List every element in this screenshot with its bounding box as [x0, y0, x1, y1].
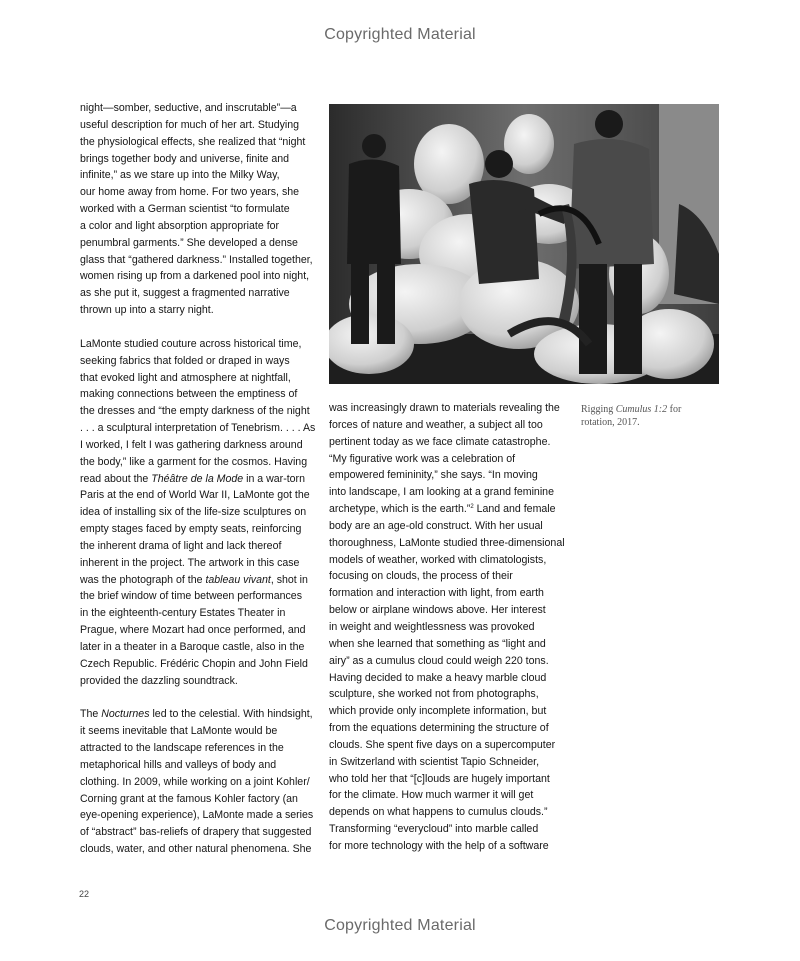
text-line: into landscape, I am looking at a grand feminine — [329, 486, 554, 499]
text-line: brings together body and universe, finite and — [80, 152, 290, 165]
text-line: our home away from home. For two years, she — [80, 186, 300, 199]
text-line: Paris at the end of World War II, LaMonte got the — [80, 489, 310, 502]
text-line: making connections between the emptiness of — [80, 388, 298, 401]
text-line: worked with a German scientist “to formulate — [80, 203, 290, 216]
text-line: the body,” like a garment for the cosmos. Having — [80, 455, 308, 468]
text-line: clouds, water, and other natural phenomena. She — [80, 843, 312, 856]
caption-text: Rigging — [581, 404, 616, 415]
text-line: the dresses and “the empty darkness of the night — [80, 405, 310, 418]
text-line: formation and interaction with light, from earth — [329, 587, 544, 600]
text-line: that evoked light and atmosphere at nightfall, — [80, 371, 291, 384]
text-line: LaMonte studied couture across historical time, — [80, 337, 302, 350]
text-line: empty stages faced by empty seats, reinforcing — [80, 523, 302, 536]
text-line: in the eighteenth-century Estates Theater in — [80, 607, 286, 620]
text-line: infinite,” as we stare up into the Milky Way, — [80, 169, 280, 182]
text-line: Prague, where Mozart had once performed, and — [80, 624, 306, 637]
text-line: in weight and weightlessness was provoked — [329, 620, 535, 633]
caption-line-2: rotation, 2017. — [581, 417, 640, 428]
text-line: eye-opening experience), LaMonte made a series — [80, 809, 314, 822]
text-line: the brief window of time between performances — [80, 590, 302, 603]
text-line: clouds. She spent five days on a supercomputer — [329, 738, 556, 751]
text-line: which provide only incomplete information, but — [329, 705, 547, 718]
text-line: sculpture, she worked not from photographs, — [329, 688, 539, 701]
text-line: for more technology with the help of a software — [329, 839, 549, 852]
copyright-watermark-top: Copyrighted Material — [324, 26, 476, 43]
text-line: Corning grant at the famous Kohler factory (an — [80, 792, 298, 805]
text-line: “My figurative work was a celebration of — [329, 452, 516, 465]
text-line: when she learned that something as “light and — [329, 637, 546, 650]
text-line: the physiological effects, she realized that “night — [80, 135, 306, 148]
text-line: it seems inevitable that LaMonte would be — [80, 725, 278, 738]
text-line: pertinent today as we face climate catastrophe. — [329, 435, 551, 448]
text-line: clothing. In 2009, while working on a joint Kohler/ — [80, 775, 310, 788]
middle-text-column — [329, 400, 565, 855]
text-line: night—somber, seductive, and inscrutable”—a — [80, 102, 297, 114]
text-line: read about the Théâtre de la Mode in a war-torn — [80, 472, 305, 485]
text-line: Having decided to make a heavy marble cloud — [329, 671, 547, 684]
text-line: women rising up from a darkened pool into night, — [80, 270, 310, 283]
text-line: attracted to the landscape references in the — [80, 742, 284, 755]
text-line: seeking fabrics that folded or draped in ways — [80, 354, 290, 367]
paragraph-break — [80, 690, 312, 707]
text-line: depends on what happens to cumulus clouds.” — [329, 806, 548, 819]
text-line: Czech Republic. Frédéric Chopin and John Field — [80, 657, 308, 670]
copyright-watermark-bottom: Copyrighted Material — [324, 917, 476, 934]
text-line: models of weather, worked with climatologists, — [329, 553, 547, 566]
text-line: empowered femininity,” she says. “In moving — [329, 469, 538, 482]
text-line: idea of installing six of the life-size sculptures on — [80, 506, 307, 519]
text-line: body are an age-old construct. With her usual — [329, 519, 543, 532]
text-line: for the climate. How much warmer it will get — [329, 789, 534, 802]
caption-line-1 — [581, 403, 721, 416]
left-text-column — [80, 100, 316, 858]
caption-text: for — [667, 404, 682, 415]
text-line: metaphorical hills and valleys of body and — [80, 758, 277, 771]
text-line: in Switzerland with scientist Tapio Schneider, — [329, 755, 540, 768]
text-line: the inherent drama of light and lack thereof — [80, 539, 282, 552]
photo-rigging-cumulus — [329, 104, 719, 384]
text-line: below or airplane windows above. Her interest — [329, 604, 546, 617]
text-line: Transforming “everycloud” into marble called — [329, 823, 539, 836]
photo-caption — [581, 403, 721, 429]
text-line: provided the dazzling soundtrack. — [80, 674, 238, 687]
text-line: focusing on clouds, the process of their — [329, 570, 513, 583]
text-line: . . . a sculptural interpretation of Tenebrism. . . . As — [80, 422, 316, 435]
text-line: I worked, I felt I was gathering darkness around — [80, 438, 303, 451]
text-line: useful description for much of her art. Studying — [80, 118, 300, 131]
text-line: from the equations determining the structure of — [329, 722, 549, 735]
text-line: thrown up into a starry night. — [80, 304, 214, 317]
paragraph-break — [80, 319, 312, 336]
page-number: 22 — [79, 889, 90, 899]
text-line: airy” as a cumulus cloud could weigh 220 tons. — [329, 654, 549, 667]
text-line: as she put it, suggest a fragmented narrative — [80, 287, 290, 300]
photo-illustration — [329, 104, 719, 384]
text-line: was increasingly drawn to materials revealing the — [329, 402, 560, 414]
caption-artwork-title: Cumulus 1:2 — [615, 404, 668, 415]
text-line: archetype, which is the earth.”$^2$ Land and female — [329, 503, 556, 516]
text-line: of “abstract” bas-reliefs of drapery that suggested — [80, 826, 312, 839]
text-line: penumbral garments.” She developed a dense — [80, 236, 298, 249]
text-line: was the photograph of the tableau vivant, shot in — [80, 573, 308, 586]
text-line: who told her that “[c]louds are hugely important — [329, 772, 550, 785]
text-line: inherent in the project. The artwork in this case — [80, 556, 300, 569]
text-line: glass that “gathered darkness.” Installed together, — [80, 253, 313, 266]
text-line: later in a theater in a Baroque castle, also in the — [80, 641, 305, 653]
text-line: The Nocturnes led to the celestial. With hindsight, — [80, 708, 313, 721]
text-line: thoroughness, LaMonte studied three-dimensional — [329, 536, 565, 549]
text-line: forces of nature and weather, a subject all too — [329, 418, 543, 431]
text-line: a color and light absorption appropriate for — [80, 219, 280, 232]
